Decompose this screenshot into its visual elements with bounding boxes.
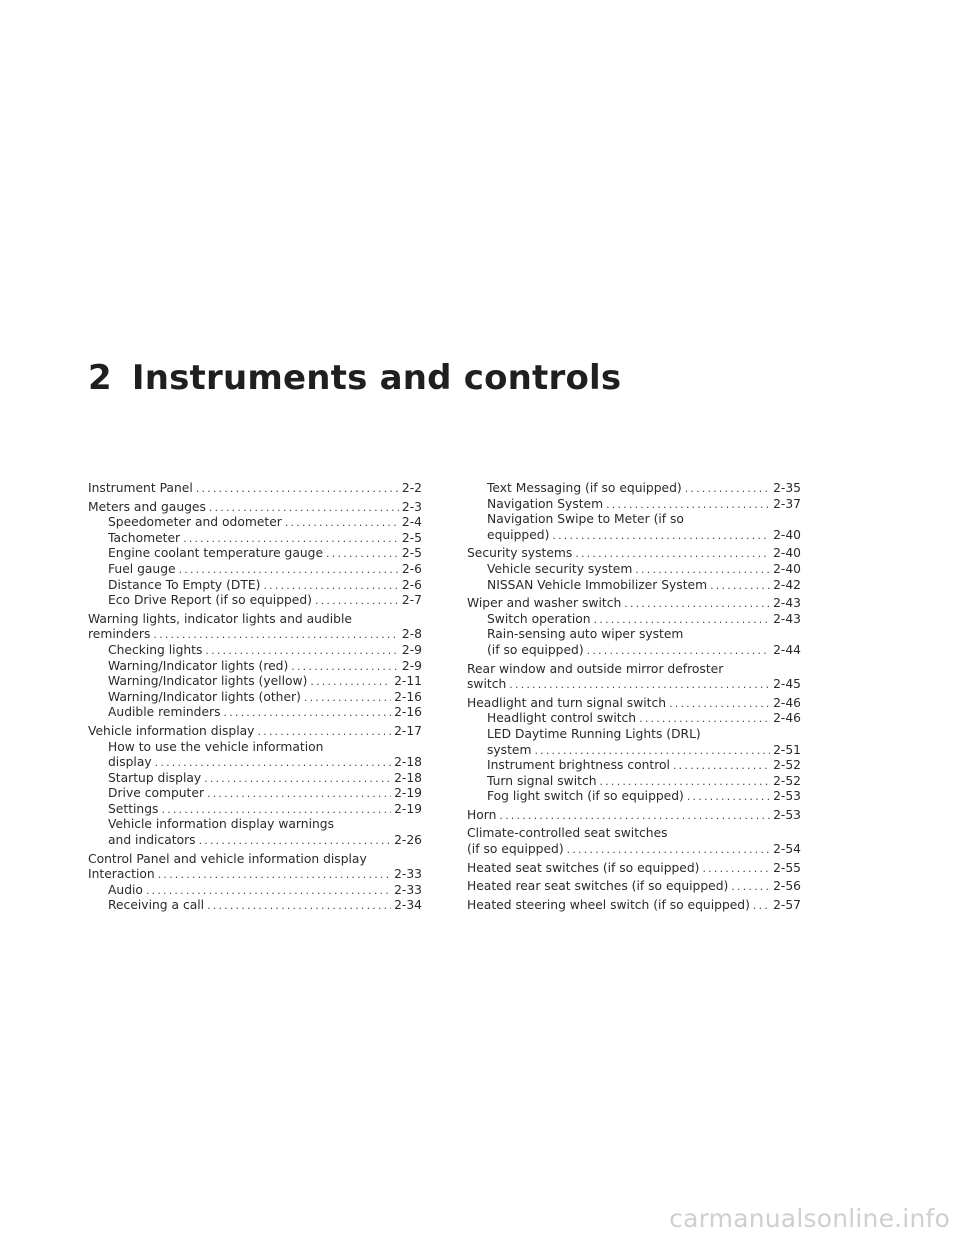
toc-page-number: 2-46 [773, 695, 801, 710]
toc-page-number: 2-7 [401, 593, 422, 608]
toc-entry-title: Speedometer and odometer [108, 515, 282, 530]
toc-page-number: 2-56 [773, 879, 801, 894]
toc-entry[interactable] [467, 627, 801, 658]
toc-entry-title: Interaction [88, 867, 155, 882]
toc-page-number: 2-34 [394, 898, 422, 913]
toc-entry-title: Engine coolant temperature gauge [108, 546, 324, 561]
dot-leader [204, 771, 391, 787]
toc-page-number: 2-16 [394, 689, 422, 704]
toc-entry-row [108, 515, 422, 531]
toc-entry-row [487, 497, 801, 513]
toc-entry-title: Tachometer [108, 530, 181, 545]
toc-entry[interactable] [88, 705, 422, 721]
toc-entry-row [467, 596, 801, 612]
dot-leader [285, 515, 399, 531]
toc-entry[interactable] [467, 861, 801, 877]
toc-entry-title: system [487, 742, 532, 757]
toc-entry-title: equipped) [487, 527, 550, 542]
dot-leader [153, 627, 399, 643]
toc-page-number: 2-17 [394, 723, 422, 738]
toc-entry-row [108, 771, 422, 787]
dot-leader [146, 883, 391, 899]
toc-entry-row [88, 867, 422, 883]
toc-entry[interactable] [467, 696, 801, 712]
chapter-title-text: Instruments and controls [131, 358, 622, 398]
toc-entry-title: Turn signal switch [487, 773, 597, 788]
toc-page-number: 2-5 [401, 546, 422, 561]
dot-leader [158, 867, 391, 883]
toc-entry-row [108, 578, 422, 594]
dot-leader [753, 898, 770, 914]
toc-entry-row [108, 643, 422, 659]
dot-leader [183, 531, 399, 547]
dot-leader [304, 690, 391, 706]
dot-leader [509, 677, 770, 693]
toc-entry-title: Fog light switch (if so equipped) [487, 789, 684, 804]
toc-entry[interactable] [467, 727, 801, 758]
toc-page-number: 2-26 [394, 833, 422, 848]
dot-leader [499, 808, 770, 824]
toc-entry-title-line: Navigation Swipe to Meter (if so [487, 512, 684, 527]
toc-entry-row [88, 627, 422, 643]
toc-entry-row [487, 528, 801, 544]
toc-entry-row [108, 562, 422, 578]
toc-entry[interactable] [467, 481, 801, 497]
toc-entry-row [108, 674, 422, 690]
toc-entry-row [467, 879, 801, 895]
dot-leader [207, 786, 391, 802]
toc-entry-row [88, 724, 422, 740]
toc-entry-title: and indicators [108, 833, 196, 848]
dot-leader [635, 562, 770, 578]
toc-page-number: 2-9 [401, 658, 422, 673]
toc-page-number: 2-33 [394, 867, 422, 882]
toc-entry-title: Fuel gauge [108, 561, 176, 576]
toc-entry-title: NISSAN Vehicle Immobilizer System [487, 577, 708, 592]
dot-leader [687, 789, 770, 805]
dot-leader [315, 593, 399, 609]
toc-page-number: 2-57 [773, 897, 801, 912]
toc-entry[interactable] [88, 481, 422, 497]
toc-entry[interactable] [88, 883, 422, 899]
toc-page-number: 2-43 [773, 596, 801, 611]
toc-entry-title: Security systems [467, 546, 573, 561]
toc-entry[interactable] [88, 674, 422, 690]
dot-leader [224, 705, 392, 721]
toc-page-number: 2-55 [773, 860, 801, 875]
toc-entry-row [467, 808, 801, 824]
toc-page-number: 2-18 [394, 755, 422, 770]
toc-entry-title: Checking lights [108, 642, 203, 657]
toc-entry[interactable] [88, 898, 422, 914]
toc-entry-row [108, 883, 422, 899]
toc-entry-title: Distance To Empty (DTE) [108, 577, 261, 592]
toc-entry-row [467, 861, 801, 877]
toc-entry[interactable] [467, 711, 801, 727]
toc-entry-row [487, 758, 801, 774]
toc-entry-row [108, 546, 422, 562]
toc-entry-row [108, 802, 422, 818]
toc-page-number: 2-16 [394, 705, 422, 720]
toc-entry[interactable] [88, 562, 422, 578]
toc-entry-row [487, 711, 801, 727]
toc-entry-row [108, 593, 422, 609]
dot-leader [161, 802, 391, 818]
toc-entry-title: Vehicle information display [88, 723, 255, 738]
dot-leader [587, 643, 770, 659]
toc-entry-title: Warning/Indicator lights (yellow) [108, 674, 308, 689]
toc-page-number: 2-37 [773, 496, 801, 511]
toc-entry[interactable] [88, 612, 422, 643]
dot-leader [624, 596, 770, 612]
toc-entry-row [487, 562, 801, 578]
toc-entry[interactable] [467, 497, 801, 513]
toc-entry-title-line: Vehicle information display warnings [108, 817, 334, 832]
toc-entry-title: Meters and gauges [88, 499, 206, 514]
toc-entry-row [108, 786, 422, 802]
dot-leader [534, 743, 770, 759]
toc-entry-row [108, 659, 422, 675]
toc-entry-title: (if so equipped) [467, 842, 564, 857]
toc-entry-title: Audio [108, 882, 143, 897]
dot-leader [199, 833, 391, 849]
watermark: carmanualsonline.info [669, 1204, 950, 1233]
toc-page-number: 2-45 [773, 677, 801, 692]
toc-entry[interactable] [88, 817, 422, 848]
toc-entry-title: Instrument Panel [88, 481, 193, 495]
toc-page-number: 2-54 [773, 842, 801, 857]
toc-entry-title: Horn [467, 807, 497, 822]
toc-entry-title: display [108, 755, 152, 770]
dot-leader [207, 898, 391, 914]
toc-page-number: 2-8 [401, 627, 422, 642]
toc-entry-title: Wiper and washer switch [467, 596, 622, 611]
toc-entry-title-line: Rear window and outside mirror defroster [467, 661, 724, 676]
toc-entry[interactable] [88, 515, 422, 531]
toc-entry[interactable] [467, 774, 801, 790]
toc-entry-title: Instrument brightness control [487, 758, 670, 773]
toc-entry[interactable] [467, 546, 801, 562]
toc-entry[interactable] [467, 826, 801, 857]
toc-entry[interactable] [467, 596, 801, 612]
toc-entry-title-line: Rain-sensing auto wiper system [487, 627, 684, 642]
toc-page-number: 2-44 [773, 642, 801, 657]
chapter-title [88, 358, 621, 398]
toc-entry-title: reminders [88, 627, 151, 642]
dot-leader [710, 578, 770, 594]
toc-page-number: 2-42 [773, 577, 801, 592]
toc-page-number: 2-46 [773, 711, 801, 726]
toc-entry[interactable] [88, 786, 422, 802]
dot-leader [552, 528, 770, 544]
toc-entry-title: Heated rear seat switches (if so equipped) [467, 879, 729, 894]
dot-leader [263, 578, 398, 594]
toc-page-number: 2-11 [394, 674, 422, 689]
toc-entry-title-line: LED Daytime Running Lights (DRL) [487, 726, 701, 741]
toc-page-number: 2-5 [401, 530, 422, 545]
toc-entry-row [88, 481, 422, 497]
toc-page-number: 2-6 [401, 561, 422, 576]
toc-entry[interactable] [88, 659, 422, 675]
toc-entry[interactable] [88, 771, 422, 787]
toc-entry[interactable] [467, 662, 801, 693]
toc-entry-title: (if so equipped) [487, 642, 584, 657]
toc-entry[interactable] [88, 643, 422, 659]
toc-page-number: 2-35 [773, 481, 801, 495]
toc-entry-row [108, 755, 422, 771]
toc-entry[interactable] [88, 802, 422, 818]
dot-leader [196, 481, 399, 497]
toc-entry-row [487, 612, 801, 628]
toc-entry[interactable] [88, 690, 422, 706]
dot-leader [639, 711, 770, 727]
dot-leader [257, 724, 391, 740]
toc-entry[interactable] [467, 879, 801, 895]
toc-page-number: 2-33 [394, 882, 422, 897]
toc-entry-title: Text Messaging (if so equipped) [487, 481, 682, 495]
toc-page-number: 2-52 [773, 773, 801, 788]
toc-entry[interactable] [88, 500, 422, 516]
toc-entry-row [487, 743, 801, 759]
toc-entry-row [487, 789, 801, 805]
toc-entry[interactable] [467, 808, 801, 824]
dot-leader [179, 562, 399, 578]
toc-entry-title: Switch operation [487, 611, 591, 626]
toc-page-number: 2-52 [773, 758, 801, 773]
toc-entry[interactable] [88, 724, 422, 740]
toc-page-number: 2-18 [394, 770, 422, 785]
toc-entry-title-line: Warning lights, indicator lights and audible [88, 611, 352, 626]
toc-left-column [88, 481, 422, 914]
toc-entry-title: Receiving a call [108, 898, 205, 913]
toc-entry-row [108, 705, 422, 721]
toc-page-number: 2-43 [773, 611, 801, 626]
toc-entry[interactable] [467, 898, 801, 914]
toc-entry[interactable] [88, 740, 422, 771]
toc-entry-row [487, 578, 801, 594]
toc-entry[interactable] [88, 546, 422, 562]
toc-entry-title: Heated seat switches (if so equipped) [467, 860, 700, 875]
toc-entry-row [487, 774, 801, 790]
toc-entry[interactable] [88, 578, 422, 594]
toc-page-number: 2-53 [773, 789, 801, 804]
dot-leader [205, 643, 398, 659]
dot-leader [291, 659, 399, 675]
toc-page-number: 2-51 [773, 742, 801, 757]
toc-entry[interactable] [467, 512, 801, 543]
toc-entry-row [467, 677, 801, 693]
toc-entry-title: Headlight control switch [487, 711, 637, 726]
toc-page-number: 2-3 [401, 499, 422, 514]
toc-entry-row [108, 531, 422, 547]
toc-entry-title: Heated steering wheel switch (if so equipped) [467, 897, 750, 912]
toc-entry-row [467, 696, 801, 712]
toc-entry-row [467, 546, 801, 562]
dot-leader [669, 696, 770, 712]
toc-entry-title: Vehicle security system [487, 561, 633, 576]
toc-entry-row [467, 842, 801, 858]
toc-entry-title-line: How to use the vehicle information [108, 739, 324, 754]
toc-entry-title-line: Climate-controlled seat switches [467, 826, 668, 841]
toc-page-number: 2-53 [773, 807, 801, 822]
toc-right-column [467, 481, 801, 913]
dot-leader [209, 500, 399, 516]
dot-leader [594, 612, 770, 628]
toc-entry-title: switch [467, 677, 507, 692]
toc-entry[interactable] [467, 562, 801, 578]
dot-leader [702, 861, 770, 877]
toc-entry-title: Drive computer [108, 786, 204, 801]
toc-entry-title: Warning/Indicator lights (other) [108, 689, 301, 704]
toc-entry[interactable] [467, 789, 801, 805]
toc-entry[interactable] [467, 612, 801, 628]
chapter-number: 2 [88, 358, 112, 398]
dot-leader [155, 755, 391, 771]
toc-page-number: 2-40 [773, 546, 801, 561]
toc-page-number: 2-4 [401, 515, 422, 530]
toc-entry-title: Headlight and turn signal switch [467, 695, 667, 710]
toc-entry-row [108, 833, 422, 849]
toc-entry[interactable] [88, 852, 422, 883]
toc-entry-title: Settings [108, 801, 159, 816]
dot-leader [310, 674, 391, 690]
toc-entry-title: Eco Drive Report (if so equipped) [108, 593, 312, 608]
toc-entry-row [88, 500, 422, 516]
toc-entry-row [487, 643, 801, 659]
dot-leader [567, 842, 770, 858]
dot-leader [600, 774, 771, 790]
toc-entry[interactable] [467, 578, 801, 594]
toc-page-number: 2-40 [773, 561, 801, 576]
toc-entry[interactable] [88, 531, 422, 547]
toc-entry-title: Startup display [108, 770, 202, 785]
dot-leader [673, 758, 770, 774]
toc-entry-title: Navigation System [487, 496, 604, 511]
toc-entry-title: Warning/Indicator lights (red) [108, 658, 289, 673]
dot-leader [731, 879, 770, 895]
dot-leader [606, 497, 770, 513]
toc-entry-row [108, 690, 422, 706]
dot-leader [685, 481, 770, 497]
toc-entry-row [467, 898, 801, 914]
toc-page-number: 2-19 [394, 801, 422, 816]
toc-entry-row [108, 898, 422, 914]
toc-entry-title-line: Control Panel and vehicle information display [88, 851, 367, 866]
toc-page-number: 2-9 [401, 642, 422, 657]
toc-page-number: 2-40 [773, 527, 801, 542]
toc-entry[interactable] [88, 593, 422, 609]
toc-entry-title: Audible reminders [108, 705, 221, 720]
toc-entry-row [487, 481, 801, 497]
toc-page-number: 2-2 [401, 481, 422, 495]
toc-page-number: 2-19 [394, 786, 422, 801]
toc-page-number: 2-6 [401, 577, 422, 592]
toc-entry[interactable] [467, 758, 801, 774]
dot-leader [326, 546, 399, 562]
dot-leader [575, 546, 770, 562]
